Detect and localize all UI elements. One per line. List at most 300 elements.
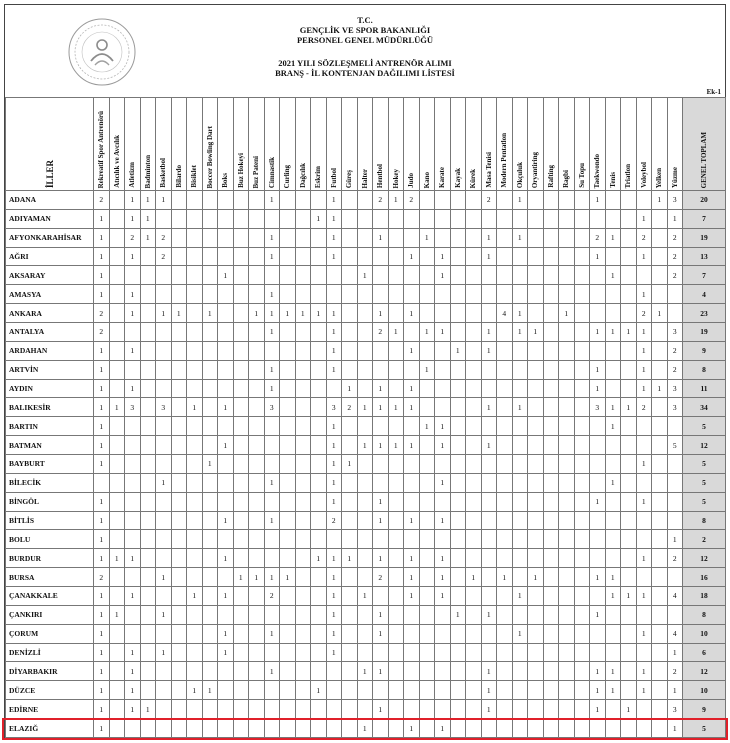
quota-cell [233,341,249,360]
quota-cell [357,530,373,549]
quota-cell [280,587,296,606]
quota-cell: 1 [512,398,528,417]
quota-cell [652,247,668,266]
quota-cell [574,511,590,530]
quota-cell [497,360,513,379]
column-header-10-label: Buz Pateni [252,155,261,188]
column-header-2-label: Atletizm [128,162,137,188]
quota-cell [233,662,249,681]
quota-cell: 2 [481,191,497,210]
quota-cell [264,719,280,738]
quota-cell [280,341,296,360]
quota-cell: 1 [667,530,683,549]
quota-cell [450,549,466,568]
quota-cell: 2 [636,304,652,323]
column-header-20-label: Judo [407,173,416,188]
quota-cell: 3 [264,398,280,417]
quota-cell [481,549,497,568]
quota-cell [636,511,652,530]
quota-cell [574,228,590,247]
quota-cell: 2 [667,341,683,360]
quota-cell [528,398,544,417]
row-total: 13 [683,247,726,266]
quota-cell: 3 [667,191,683,210]
province-name: ANKARA [6,304,94,323]
quota-cell: 1 [109,398,125,417]
quota-cell [357,285,373,304]
quota-cell [481,568,497,587]
quota-cell [559,530,575,549]
quota-cell [187,228,203,247]
quota-cell [481,360,497,379]
table-row [6,341,726,360]
quota-cell [543,700,559,719]
quota-cell [574,455,590,474]
province-name: BOLU [6,530,94,549]
quota-cell [528,681,544,700]
quota-cell [574,379,590,398]
quota-cell [109,266,125,285]
column-header-4-label: Basketbol [159,158,168,188]
quota-cell [652,681,668,700]
quota-cell [202,379,218,398]
quota-cell: 1 [342,455,358,474]
quota-cell [280,398,296,417]
column-header-7-label: Boccer Bowling Dart [205,125,214,188]
quota-cell [466,341,482,360]
quota-cell: 1 [264,228,280,247]
quota-cell: 1 [125,247,141,266]
quota-cell [249,247,265,266]
quota-cell [574,417,590,436]
quota-cell: 1 [404,247,420,266]
quota-cell [481,511,497,530]
quota-cell [311,379,327,398]
quota-cell [450,228,466,247]
quota-cell [388,643,404,662]
quota-cell [481,473,497,492]
quota-cell [109,662,125,681]
quota-cell: 1 [326,605,342,624]
quota-cell [187,191,203,210]
quota-cell [357,323,373,342]
quota-cell: 1 [326,417,342,436]
quota-cell [357,228,373,247]
quota-cell [140,473,156,492]
quota-cell [171,247,187,266]
quota-cell [187,304,203,323]
column-header-18 [373,98,389,191]
quota-cell [125,624,141,643]
quota-cell [450,624,466,643]
province-name: AYDIN [6,379,94,398]
quota-cell [450,247,466,266]
quota-cell: 1 [140,209,156,228]
quota-cell [311,323,327,342]
quota-cell [466,436,482,455]
quota-cell [481,417,497,436]
quota-cell [311,360,327,379]
quota-cell [497,247,513,266]
quota-cell [233,228,249,247]
quota-cell: 1 [125,662,141,681]
quota-cell [466,681,482,700]
quota-cell [295,341,311,360]
quota-cell [156,530,172,549]
quota-cell: 3 [667,379,683,398]
quota-cell [559,323,575,342]
quota-cell: 1 [187,681,203,700]
quota-cell: 1 [125,341,141,360]
province-name: BURSA [6,568,94,587]
quota-cell [342,473,358,492]
quota-cell [187,436,203,455]
quota-cell [233,473,249,492]
quota-cell [233,681,249,700]
quota-cell [249,285,265,304]
quota-cell: 2 [94,568,110,587]
quota-cell: 1 [156,568,172,587]
quota-cell: 1 [264,511,280,530]
quota-cell [512,549,528,568]
quota-cell: 1 [326,473,342,492]
quota-cell [543,511,559,530]
quota-cell [466,700,482,719]
quota-cell [388,266,404,285]
quota-cell: 1 [264,568,280,587]
quota-table [5,97,726,738]
quota-cell: 1 [373,228,389,247]
quota-cell [574,719,590,738]
quota-cell: 1 [202,304,218,323]
quota-cell [466,605,482,624]
quota-cell [125,417,141,436]
quota-cell: 1 [621,323,637,342]
quota-cell [543,417,559,436]
quota-cell [357,304,373,323]
quota-cell [388,587,404,606]
row-total: 5 [683,473,726,492]
quota-cell [435,360,451,379]
quota-cell [249,436,265,455]
quota-cell [326,266,342,285]
quota-cell: 2 [326,511,342,530]
quota-cell [311,398,327,417]
quota-cell [512,360,528,379]
quota-cell [388,473,404,492]
quota-cell [187,285,203,304]
quota-cell: 1 [435,247,451,266]
quota-cell [621,605,637,624]
quota-cell [435,341,451,360]
quota-cell [388,605,404,624]
quota-cell [109,247,125,266]
quota-cell: 1 [94,605,110,624]
quota-cell [311,266,327,285]
quota-cell [388,568,404,587]
quota-cell: 1 [605,266,621,285]
quota-cell: 1 [373,662,389,681]
quota-cell [342,360,358,379]
quota-cell [140,719,156,738]
quota-cell: 1 [264,662,280,681]
column-header-1-label: Atıcılık ve Avcılık [112,135,121,188]
row-total: 5 [683,492,726,511]
quota-cell [295,417,311,436]
quota-cell [512,681,528,700]
quota-cell [156,549,172,568]
quota-cell [419,549,435,568]
table-row [6,191,726,210]
quota-cell: 1 [435,323,451,342]
quota-cell [450,417,466,436]
quota-cell [171,266,187,285]
quota-cell: 2 [667,549,683,568]
quota-cell [233,304,249,323]
quota-cell [295,492,311,511]
quota-cell [342,681,358,700]
quota-cell [652,605,668,624]
quota-cell [404,285,420,304]
quota-cell [636,605,652,624]
quota-cell [419,341,435,360]
quota-cell [621,719,637,738]
quota-cell [171,436,187,455]
quota-cell: 1 [233,568,249,587]
quota-cell: 3 [667,700,683,719]
quota-cell [171,605,187,624]
quota-cell [559,719,575,738]
quota-cell [450,511,466,530]
table-row [6,455,726,474]
quota-cell: 1 [590,662,606,681]
quota-cell [574,360,590,379]
quota-cell [280,379,296,398]
quota-cell [559,605,575,624]
quota-cell: 2 [342,398,358,417]
quota-cell [621,436,637,455]
quota-cell [218,323,234,342]
quota-cell [559,360,575,379]
quota-cell [497,191,513,210]
quota-cell [559,341,575,360]
quota-cell: 1 [156,304,172,323]
quota-cell: 1 [125,700,141,719]
quota-cell [419,530,435,549]
quota-cell [156,209,172,228]
quota-cell [621,530,637,549]
quota-cell [497,228,513,247]
province-name: BATMAN [6,436,94,455]
quota-cell [636,417,652,436]
quota-cell [109,228,125,247]
quota-cell [652,662,668,681]
quota-cell [156,285,172,304]
row-total: 34 [683,398,726,417]
quota-cell [450,492,466,511]
quota-cell: 1 [280,568,296,587]
quota-cell [109,360,125,379]
quota-cell: 1 [652,304,668,323]
column-header-20 [404,98,420,191]
quota-cell: 1 [187,587,203,606]
province-name: AFYONKARAHİSAR [6,228,94,247]
quota-cell: 1 [636,285,652,304]
row-total: 5 [683,719,726,738]
quota-cell [311,417,327,436]
quota-cell [342,436,358,455]
quota-cell [621,568,637,587]
quota-cell [404,492,420,511]
quota-cell [590,549,606,568]
quota-cell [357,379,373,398]
column-header-11-label: Cimnastik [267,156,276,188]
quota-cell [636,643,652,662]
quota-cell [233,266,249,285]
quota-cell [590,455,606,474]
quota-cell [621,379,637,398]
quota-cell [295,360,311,379]
quota-cell [295,398,311,417]
quota-cell: 1 [497,568,513,587]
quota-cell [295,605,311,624]
quota-cell: 1 [156,473,172,492]
quota-cell [419,304,435,323]
quota-cell [450,266,466,285]
table-row [6,605,726,624]
quota-cell [342,228,358,247]
quota-cell [171,511,187,530]
quota-cell [171,398,187,417]
quota-cell [171,719,187,738]
quota-cell: 1 [125,304,141,323]
quota-cell: 1 [125,209,141,228]
quota-cell [280,228,296,247]
quota-cell [605,304,621,323]
quota-cell [388,285,404,304]
quota-cell [264,417,280,436]
quota-cell [590,530,606,549]
quota-cell [481,209,497,228]
quota-cell: 1 [94,511,110,530]
quota-cell: 1 [311,209,327,228]
quota-cell: 1 [264,323,280,342]
quota-cell [233,549,249,568]
quota-cell [342,662,358,681]
quota-cell [156,624,172,643]
quota-cell: 3 [667,398,683,417]
quota-cell [466,662,482,681]
quota-cell [667,304,683,323]
quota-cell [109,304,125,323]
quota-cell [233,360,249,379]
quota-cell [373,587,389,606]
table-row [6,304,726,323]
quota-cell [342,341,358,360]
quota-cell [652,549,668,568]
column-header-32 [590,98,606,191]
quota-cell [466,549,482,568]
quota-cell [311,191,327,210]
column-header-17-label: Halter [360,168,369,188]
quota-cell [171,587,187,606]
quota-cell [497,681,513,700]
quota-cell [512,266,528,285]
quota-cell [218,700,234,719]
quota-cell: 1 [528,323,544,342]
quota-cell [249,455,265,474]
quota-cell [264,681,280,700]
quota-cell: 1 [94,700,110,719]
quota-cell [652,492,668,511]
quota-cell [450,568,466,587]
quota-cell [295,247,311,266]
quota-cell [357,549,373,568]
quota-cell [295,379,311,398]
column-header-2 [125,98,141,191]
column-header-32-label: Taekwondo [593,153,602,188]
quota-cell: 1 [481,662,497,681]
quota-cell: 1 [264,379,280,398]
quota-cell [388,719,404,738]
quota-cell [512,662,528,681]
quota-cell [388,360,404,379]
quota-cell: 1 [218,643,234,662]
quota-cell: 1 [512,228,528,247]
quota-cell [326,681,342,700]
quota-cell [621,285,637,304]
quota-cell: 1 [264,624,280,643]
quota-cell [373,643,389,662]
quota-cell [295,587,311,606]
quota-cell: 1 [481,605,497,624]
province-name: DÜZCE [6,681,94,700]
quota-cell [512,379,528,398]
quota-cell: 1 [326,341,342,360]
quota-cell: 1 [218,511,234,530]
quota-cell: 1 [280,304,296,323]
quota-cell: 2 [125,228,141,247]
quota-cell [574,209,590,228]
quota-cell [109,700,125,719]
quota-cell [404,473,420,492]
quota-cell [171,455,187,474]
province-name: AMASYA [6,285,94,304]
quota-cell: 1 [94,209,110,228]
quota-cell [590,436,606,455]
column-header-3 [140,98,156,191]
column-header-13-label: Dağcılık [298,163,307,188]
quota-cell [187,379,203,398]
column-header-30-label: Ragbi [562,170,571,188]
quota-cell [466,530,482,549]
quota-cell [140,379,156,398]
quota-cell [388,417,404,436]
quota-cell [512,511,528,530]
quota-cell [326,530,342,549]
quota-cell [140,643,156,662]
quota-cell: 1 [636,549,652,568]
quota-cell [295,662,311,681]
quota-cell [466,473,482,492]
province-name: BURDUR [6,549,94,568]
column-header-36 [652,98,668,191]
quota-cell [559,191,575,210]
quota-cell [497,700,513,719]
quota-cell [528,436,544,455]
quota-cell: 1 [218,398,234,417]
quota-cell: 1 [450,341,466,360]
